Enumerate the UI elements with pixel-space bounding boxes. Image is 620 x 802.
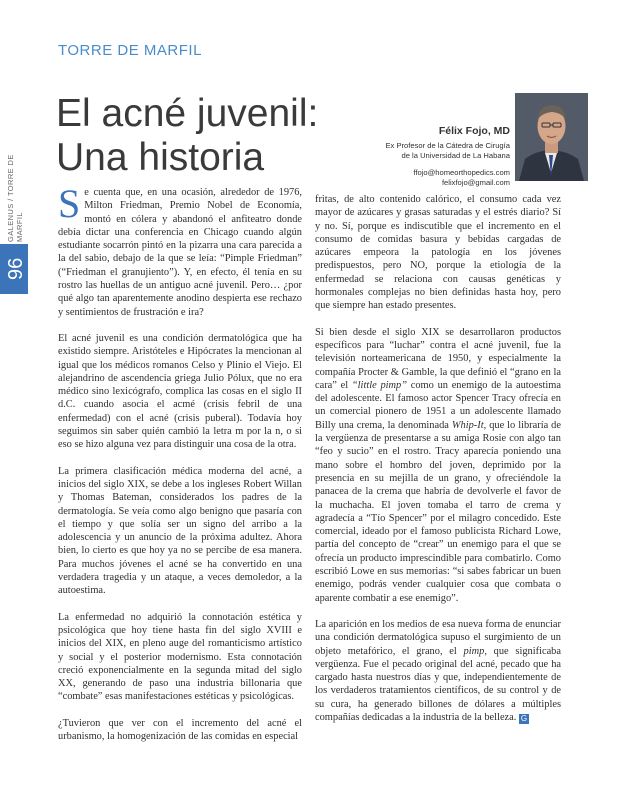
- section-label: TORRE DE MARFIL: [58, 42, 202, 59]
- column-right: [315, 193, 561, 737]
- column-left: [58, 181, 302, 756]
- author-name: Félix Fojo, MD: [438, 125, 510, 137]
- paragraph: La enfermedad no adquirió la connotación estética y psicológica que hoy tiene hasta fin del siglo XVIII e inicios del XIX, en pleno auge del romanticismo artístico y social y el posterior modernismo. Esta connotación creció exponencialmente en la segunda mitad del siglo XX, generando de paso una industria billonaria que “combate” esas manifestaciones estéticas y psicológicas.: [58, 611, 302, 703]
- paragraph: El acné juvenil es una condición dermatológica que ha existido siempre. Aristóteles e Hipócrates la mencionan al igual que los médicos romanos Celso y Plinio el Viejo. El alejandrino de ascendencia griega Julio Pólux, que no era médico sino lexicógrafo, complica las cosas en el siglo II d.C. cuando asocia el acmé (crisis febril de una enfermedad) con el acné (crisis puberal). Todavía hoy seguimos sin saber quién cambió la letra m por la n, o si eso se hizo alguna vez para distinguir una cosa de la otra.: [58, 332, 302, 451]
- paragraph: Se cuenta que, en una ocasión, alrededor de 1976, Milton Friedman, Premio Nobel de Economía, montó en cólera y abandonó el anfiteatro donde debía dictar una conferencia en Chicago cuando algún estudiante socarrón pintó en la pizarra una cara parecida a la del sabio, debajo de la que se leía: “Pimple Friedman” (“Friedman el granujiento”). Y, en efecto, él tenía en su rostro las huellas de un antiguo acné juvenil. Pero… ¿por qué algo tan aparentemente anodino despierta ese rechazo y sentimientos de frustración e ira?: [58, 181, 302, 318]
- title-line-2: Una historia: [56, 136, 265, 179]
- author-affiliation-1: Ex Profesor de la Cátedra de Cirugía: [385, 141, 510, 150]
- author-block: [270, 125, 510, 188]
- paragraph: La primera clasificación médica moderna del acné, a inicios del siglo XIX, se debe a los ingleses Robert Willan y Thomas Bateman, considerados los padres de la dermatología. Se veía como algo benigno que pasaría con el tiempo y que solía ser un signo del arribo a la adolescencia y un anuncio de la próxima adultez. Ahora bien, lo cierto es que hoy ya no se percibe de esa manera. Para muchos jóvenes el acné se ha convertido en una verdadera tragedia y un ataque, a veces demoledor, a la autoestima.: [58, 465, 302, 597]
- author-affiliation-2: de la Universidad de La Habana: [401, 151, 510, 160]
- author-email-2[interactable]: felixfojo@gmail.com: [441, 178, 510, 187]
- paragraph: Si bien desde el siglo XIX se desarrollaron productos específicos para “luchar” contra el acné juvenil, fue la televisión norteamericana de 1950, y especialmente la compañía Procter & Gamble, la que definió el “grano en la cara” el “little pimp” como un enemigo de la autoestima del adolescente. El famoso actor Spencer Tracy ofrecía en un comercial pionero de 1951 a un adolescente llamado Billy una crema, la denominada Whip-It, que lo libraría de la vergüenza de presentarse a su amiga Rosie con algo tan “feo y sucio” en el rostro. Tracy aparecía poniendo una mano sobre el hombro del joven, deprimido por la presencia en su mejilla de un grano, y ofreciéndole la panacea de la crema que habría de devolverle el favor de la muchacha. El joven tomaba el tarro de crema y agradecía a “Tío Spencer” por el milagro concedido. Este comercial, ideado por el famoso publicista Richard Lowe, partía del concepto de “crear” un enemigo para el que se ofrecía un producto imprescindible para combatirlo. Como escribió Lowe en sus memorias: “si sabes fabricar un buen enemigo, podrás vender cualquier cosa que combata o aparente combatir a ese enemigo”.: [315, 326, 561, 604]
- paragraph: fritas, de alto contenido calórico, el consumo cada vez mayor de azúcares y grasas saturadas y el estrés diario? Sí y no. Sí, porque es indiscutible que el incremento en el consumo de comidas basura y bebidas cargadas de azúcares empeora la patología en los jóvenes predispuestos, pero NO, porque la etiología de la enfermedad se relaciona con causas genéticas y hormonales complejas no bien definidas hasta hoy, pero que siempre han estado presentes.: [315, 194, 561, 312]
- end-mark-icon: G: [520, 713, 528, 723]
- drop-cap: S: [58, 181, 81, 226]
- author-portrait-icon: [515, 93, 588, 181]
- journal-side-label: GALENUS / TORRE DE MARFIL: [6, 154, 24, 242]
- author-email-1[interactable]: ffojo@homeorthopedics.com: [413, 168, 510, 177]
- paragraph: ¿Tuvieron que ver con el incremento del acné el urbanismo, la homogenización de las comidas en especial: [58, 717, 302, 742]
- title-line-1: El acné juvenil:: [56, 92, 319, 135]
- author-photo: [515, 93, 588, 181]
- page-number: 96: [5, 257, 27, 281]
- paragraph: La aparición en los medios de esa nueva forma de enunciar una condición dermatológica supuso el surgimiento de un objeto metafórico, el grano, el pimp, que significaba vergüenza. Fue el pecado original del acné, pecado que ha cargado hasta nuestros días y que, independientemente de los verdaderos tratamientos científicos, de su control y de su cura, ha generado billones de dólares a múltiples compañías dedicadas a la industria de la belleza. G: [315, 618, 561, 723]
